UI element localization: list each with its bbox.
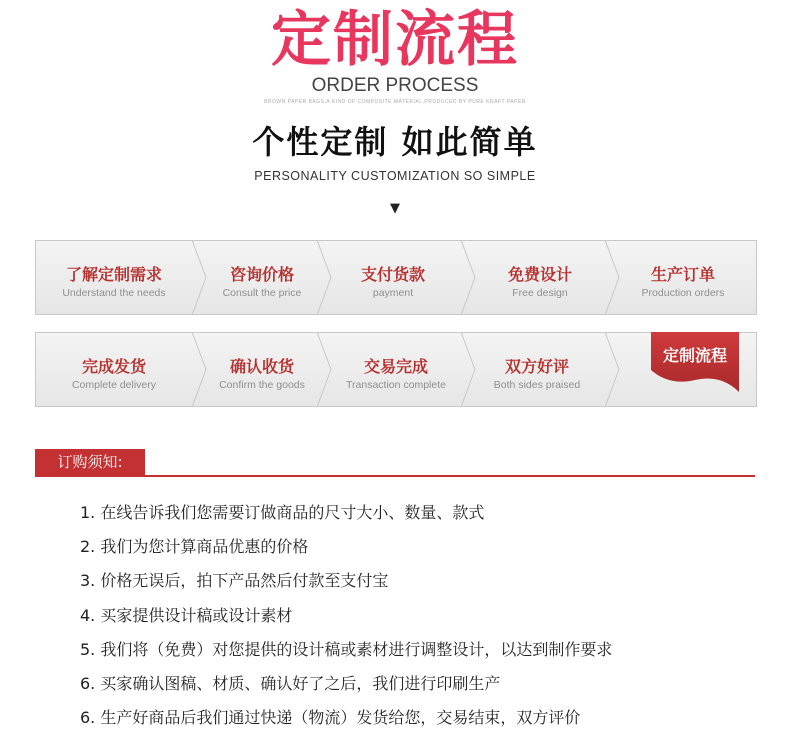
step-confirm-goods [202,333,322,406]
step-subtitle: Complete delivery [71,379,157,391]
down-arrow-icon: ▼ [390,201,400,216]
step-both-praised [470,333,604,406]
notice-item: 3. 价格无误后，拍下产品然后付款至支付宝 [80,571,389,590]
step-title: 了解定制需求 [65,265,162,284]
notice-item: 6. 生产好商品后我们通过快递（物流）发货给您，交易结束，双方评价 [80,708,581,727]
process-row-1 [35,240,757,315]
notice-item: 1. 在线告诉我们您需要订做商品的尺寸大小、数量、款式 [80,503,485,522]
step-subtitle: Confirm the goods [219,379,305,391]
slogan-english: PERSONALITY CUSTOMIZATION SO SIMPLE [254,169,536,183]
step-subtitle: payment [372,287,414,299]
step-subtitle: Production orders [641,287,725,299]
step-subtitle: Consult the price [222,287,302,299]
step-understand-needs [36,241,192,314]
step-subtitle: Free design [512,287,568,299]
step-title: 生产订单 [650,265,715,284]
step-title: 免费设计 [507,265,572,284]
step-complete-delivery [36,333,192,406]
divider [35,475,755,477]
step-payment [326,241,460,314]
step-transaction-complete [326,333,466,406]
chevron-right-icon [604,332,622,407]
step-subtitle: Understand the needs [62,287,166,299]
step-title: 支付货款 [360,265,425,284]
page-subtitle: ORDER PROCESS [311,75,479,96]
step-subtitle: Transaction complete [346,379,446,391]
page-title: 定制流程 [271,5,519,75]
step-title: 交易完成 [363,357,428,376]
step-title: 确认收货 [229,357,294,376]
step-subtitle: Both sides praised [493,379,581,391]
notice-label: 订购须知: [35,449,145,476]
notice-item: 2. 我们为您计算商品优惠的价格 [80,537,309,556]
step-title: 咨询价格 [229,265,294,284]
step-consult-price [202,241,322,314]
notice-item: 4. 买家提供设计稿或设计素材 [80,606,293,625]
step-production-orders [610,241,756,314]
notice-item: 5. 我们将（免费）对您提供的设计稿或素材进行调整设计，以达到制作要求 [80,640,613,659]
step-title: 完成发货 [81,357,146,376]
notice-item: 6. 买家确认图稿、材质、确认好了之后，我们进行印刷生产 [80,674,501,693]
badge-label: 定制流程 [662,346,727,365]
slogan: 个性定制 如此简单 [252,123,538,161]
process-row-2 [35,332,757,407]
fine-print: BROWN PAPER BAGS,A KIND OF COMPOSITE MATERIAL,PRODUCED BY PURE KRAFT PAPER [264,99,526,105]
step-free-design [470,241,610,314]
step-title: 双方好评 [504,357,569,376]
